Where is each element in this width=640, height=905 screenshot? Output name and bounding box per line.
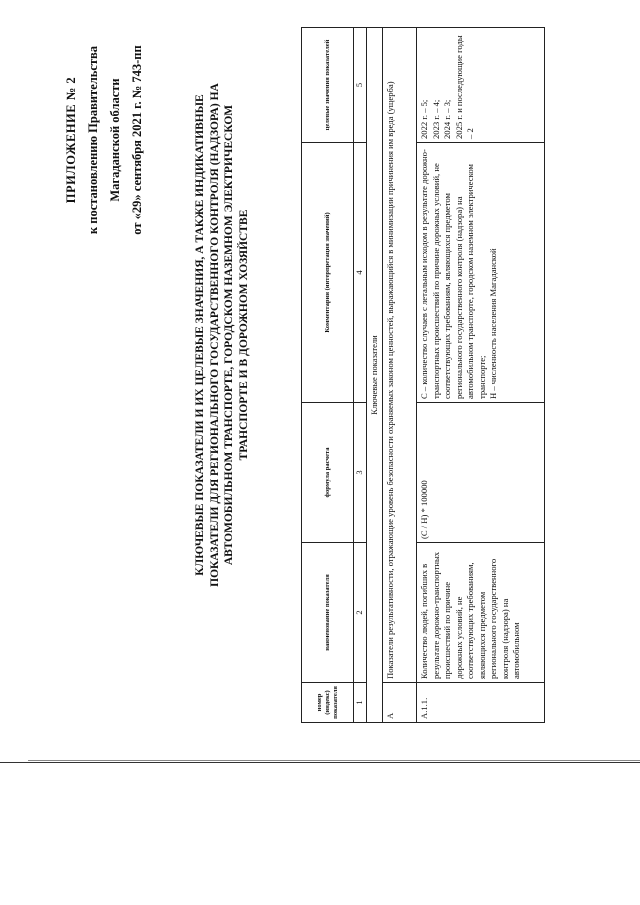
col-number: 3 — [354, 403, 367, 543]
col-number: 4 — [354, 143, 367, 403]
appendix-line-3: от «29» сентября 2021 г. № 743-пп — [130, 45, 144, 235]
section-a-index: А — [383, 683, 417, 723]
indicator-name: Количество людей, погибших в результате дорожно-транспортных происшествий по причине дорожных условий, не соответствующих требованиям, являющихся предметом регионального государственного контроля (надзора) на автомобильном — [417, 543, 545, 683]
appendix-line-2: Магаданской области — [108, 78, 122, 202]
col-number: 2 — [354, 543, 367, 683]
header-formula: формула расчета — [302, 403, 354, 543]
indicator-targets: 2022 г. – 5; 2023 г. – 4; 2024 г. – 3; 2025 г. и последующие годы – 2 — [417, 28, 545, 143]
rotated-document-sheet — [55, 25, 595, 725]
table-header-row — [302, 28, 354, 723]
appendix-line-1: к постановлению Правительства — [86, 45, 100, 235]
section-label-row — [366, 28, 383, 723]
document-title: КЛЮЧЕВЫЕ ПОКАЗАТЕЛИ И ИХ ЦЕЛЕВЫЕ ЗНАЧЕНИЯ, А ТАКЖЕ ИНДИКАТИВНЫЕ ПОКАЗАТЕЛИ ДЛЯ РЕГИОНАЛЬНОГО ГОСУДАРСТВЕННОГО КОНТРОЛЯ (НАДЗОРА) НА АВТОМОБИЛЬНОМ ТРАНСПОРТЕ, ГОРОДСКОМ НАЗЕМНОМ ЭЛЕКТРИЧЕСКОМ ТРАНСПОРТЕ И В ДОРОЖНОМ ХОЗЯЙСТВЕ — [194, 83, 250, 587]
indicator-formula: (С / Н) * 100000 — [417, 403, 545, 543]
header-name: наименование показателя — [302, 543, 354, 683]
section-a-row — [383, 28, 417, 723]
scan-edge-line — [28, 760, 640, 761]
appendix-header — [60, 20, 148, 260]
col-number: 1 — [354, 683, 367, 723]
indicator-index: А.1.1. — [417, 683, 545, 723]
section-label: Ключевые показатели — [366, 28, 383, 723]
header-targets: целевые значения показателей — [302, 28, 354, 143]
table-row — [417, 28, 545, 723]
col-number: 5 — [354, 28, 367, 143]
header-index: номер (индекс) показателя — [302, 683, 354, 723]
appendix-title: ПРИЛОЖЕНИЕ № 2 — [64, 76, 78, 204]
indicator-comment: С – количество случаев с летальным исходом в результате дорожно-транспортных происшествий по причине дорожных условий, не соответствующих требованиям, являющихся предметом регионального государственного контроля (надзора) на автомобильном транспорте, городском наземном электрическом транспорте; Н – численность населения Магаданской — [417, 143, 545, 403]
section-a-text: Показатели результативности, отражающие уровень безопасности охраняемых законом ценностей, выражающийся в минимизации причинения им вреда (ущерба) — [383, 28, 417, 683]
page-divider-line — [0, 762, 640, 763]
column-number-row — [354, 28, 367, 723]
header-comment: Комментарии (интерпретация значений) — [302, 143, 354, 403]
indicators-table — [301, 27, 545, 723]
